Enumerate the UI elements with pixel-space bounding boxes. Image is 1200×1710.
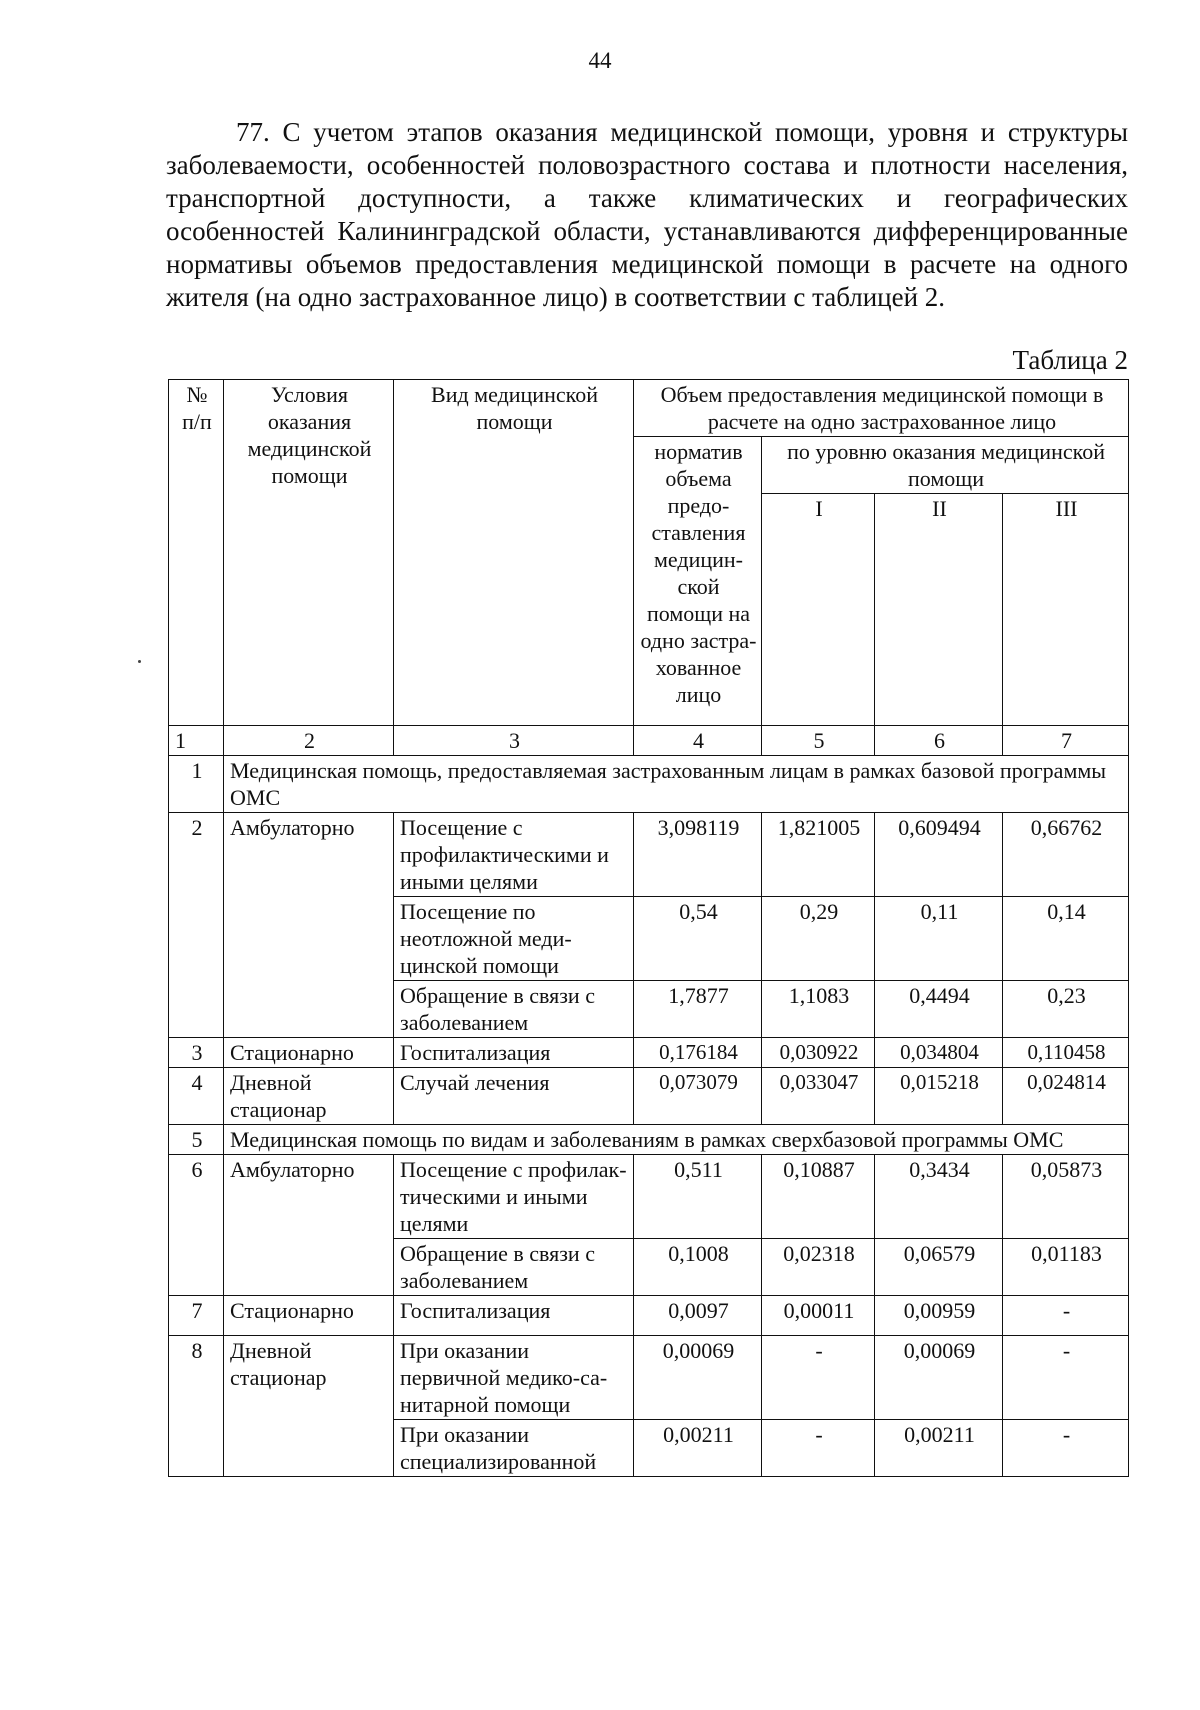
col-number: 4 [634,726,762,756]
value-level-2: 0,00069 [875,1336,1003,1420]
header-volume: Объем предоставления медицинской помощи в расчете на одно застрахованное лицо [634,380,1129,437]
value-norm: 0,073079 [634,1068,762,1125]
row-kind: Посещение с профилак-тическими и иными целями [394,1155,634,1239]
row-number: 2 [169,813,224,1038]
row-kind: Обращение в связи с заболеванием [394,981,634,1038]
table-row [169,1296,1129,1336]
scan-speck [138,660,141,663]
table-row [169,813,1129,897]
value-level-3: 0,01183 [1003,1239,1129,1296]
value-level-2: 0,11 [875,897,1003,981]
value-norm: 1,7877 [634,981,762,1038]
col-number: 5 [762,726,875,756]
table-row [169,1038,1129,1068]
value-norm: 0,1008 [634,1239,762,1296]
value-norm: 3,098119 [634,813,762,897]
row-kind: Посещение с профилактическими и иными целями [394,813,634,897]
value-level-1: - [762,1336,875,1420]
row-kind: При оказании специализированной [394,1420,634,1477]
value-level-2: 0,00959 [875,1296,1003,1336]
row-kind: Госпитализация [394,1038,634,1068]
column-numbers-row [169,726,1129,756]
row-kind: Случай лечения [394,1068,634,1125]
col-number: 3 [394,726,634,756]
header-level-2: II [875,494,1003,726]
value-level-1: - [762,1420,875,1477]
table-caption: Таблица 2 [1012,345,1128,375]
row-kind: При оказании первичной медико-са-нитарной помощи [394,1336,634,1420]
col-number: 6 [875,726,1003,756]
value-level-3: - [1003,1296,1129,1336]
value-level-1: 1,1083 [762,981,875,1038]
header-level-3: III [1003,494,1129,726]
value-level-2: 0,034804 [875,1038,1003,1068]
section-title: Медицинская помощь, предоставляемая застрахованным лицам в рамках базовой программы ОМС [224,756,1129,813]
row-number: 1 [169,756,224,813]
header-by-level: по уровню оказания медицинской помощи [762,437,1129,494]
row-number: 8 [169,1336,224,1477]
table-row [169,1155,1129,1239]
value-norm: 0,176184 [634,1038,762,1068]
value-level-2: 0,3434 [875,1155,1003,1239]
col-number: 1 [169,726,224,756]
header-level-1: I [762,494,875,726]
value-level-2: 0,00211 [875,1420,1003,1477]
row-number: 3 [169,1038,224,1068]
value-level-3: 0,23 [1003,981,1129,1038]
table-row [169,1068,1129,1125]
value-level-1: 1,821005 [762,813,875,897]
value-level-3: - [1003,1420,1129,1477]
value-level-2: 0,06579 [875,1239,1003,1296]
value-level-1: 0,29 [762,897,875,981]
value-level-3: 0,14 [1003,897,1129,981]
header-conditions: Условия оказания медицинской помощи [224,380,394,726]
row-condition: Стационарно [224,1296,394,1336]
value-norm: 0,54 [634,897,762,981]
row-number: 5 [169,1125,224,1155]
value-level-3: 0,05873 [1003,1155,1129,1239]
row-number: 6 [169,1155,224,1296]
page-number: 44 [588,48,612,73]
value-level-3: - [1003,1336,1129,1420]
row-condition: Амбулаторно [224,1155,394,1296]
section-row [169,1125,1129,1155]
value-level-2: 0,609494 [875,813,1003,897]
value-level-2: 0,015218 [875,1068,1003,1125]
value-level-2: 0,4494 [875,981,1003,1038]
row-condition: Дневной стационар [224,1336,394,1477]
row-condition: Амбулаторно [224,813,394,1038]
table-row [169,1336,1129,1420]
row-kind: Обращение в связи с заболеванием [394,1239,634,1296]
header-row-1 [169,380,1129,437]
body-paragraph: 77. С учетом этапов оказания медицинской помощи, уровня и структуры заболеваемости, особенностей половозрастного состава и плотности населения, транспортной доступности, а также климатических и географических особенностей Калининградской области, устанавливаются дифференцированные нормативы объемов предоставления медицинской помощи в расчете на одного жителя (на одно застрахованное лицо) в соответствии с таблицей 2. [166,117,1128,312]
row-kind: Посещение по неотложной меди-цинской помощи [394,897,634,981]
row-condition: Дневной стационар [224,1068,394,1125]
value-level-1: 0,02318 [762,1239,875,1296]
col-number: 7 [1003,726,1129,756]
header-norm: норматив объема предо-ставления медицин-ской помощи на одно застра-хованное лицо [634,437,762,726]
value-level-1: 0,030922 [762,1038,875,1068]
value-norm: 0,511 [634,1155,762,1239]
row-kind: Госпитализация [394,1296,634,1336]
row-number: 4 [169,1068,224,1125]
volume-norms-table [168,379,1129,1477]
header-kind: Вид медицинской помощи [394,380,634,726]
header-num: № п/п [169,380,224,726]
value-level-3: 0,024814 [1003,1068,1129,1125]
value-level-1: 0,10887 [762,1155,875,1239]
value-norm: 0,00069 [634,1336,762,1420]
row-condition: Стационарно [224,1038,394,1068]
row-number: 7 [169,1296,224,1336]
value-level-1: 0,00011 [762,1296,875,1336]
value-norm: 0,0097 [634,1296,762,1336]
value-level-1: 0,033047 [762,1068,875,1125]
section-title: Медицинская помощь по видам и заболеваниям в рамках сверхбазовой программы ОМС [224,1125,1129,1155]
value-norm: 0,00211 [634,1420,762,1477]
col-number: 2 [224,726,394,756]
value-level-3: 0,110458 [1003,1038,1129,1068]
value-level-3: 0,66762 [1003,813,1129,897]
section-row [169,756,1129,813]
